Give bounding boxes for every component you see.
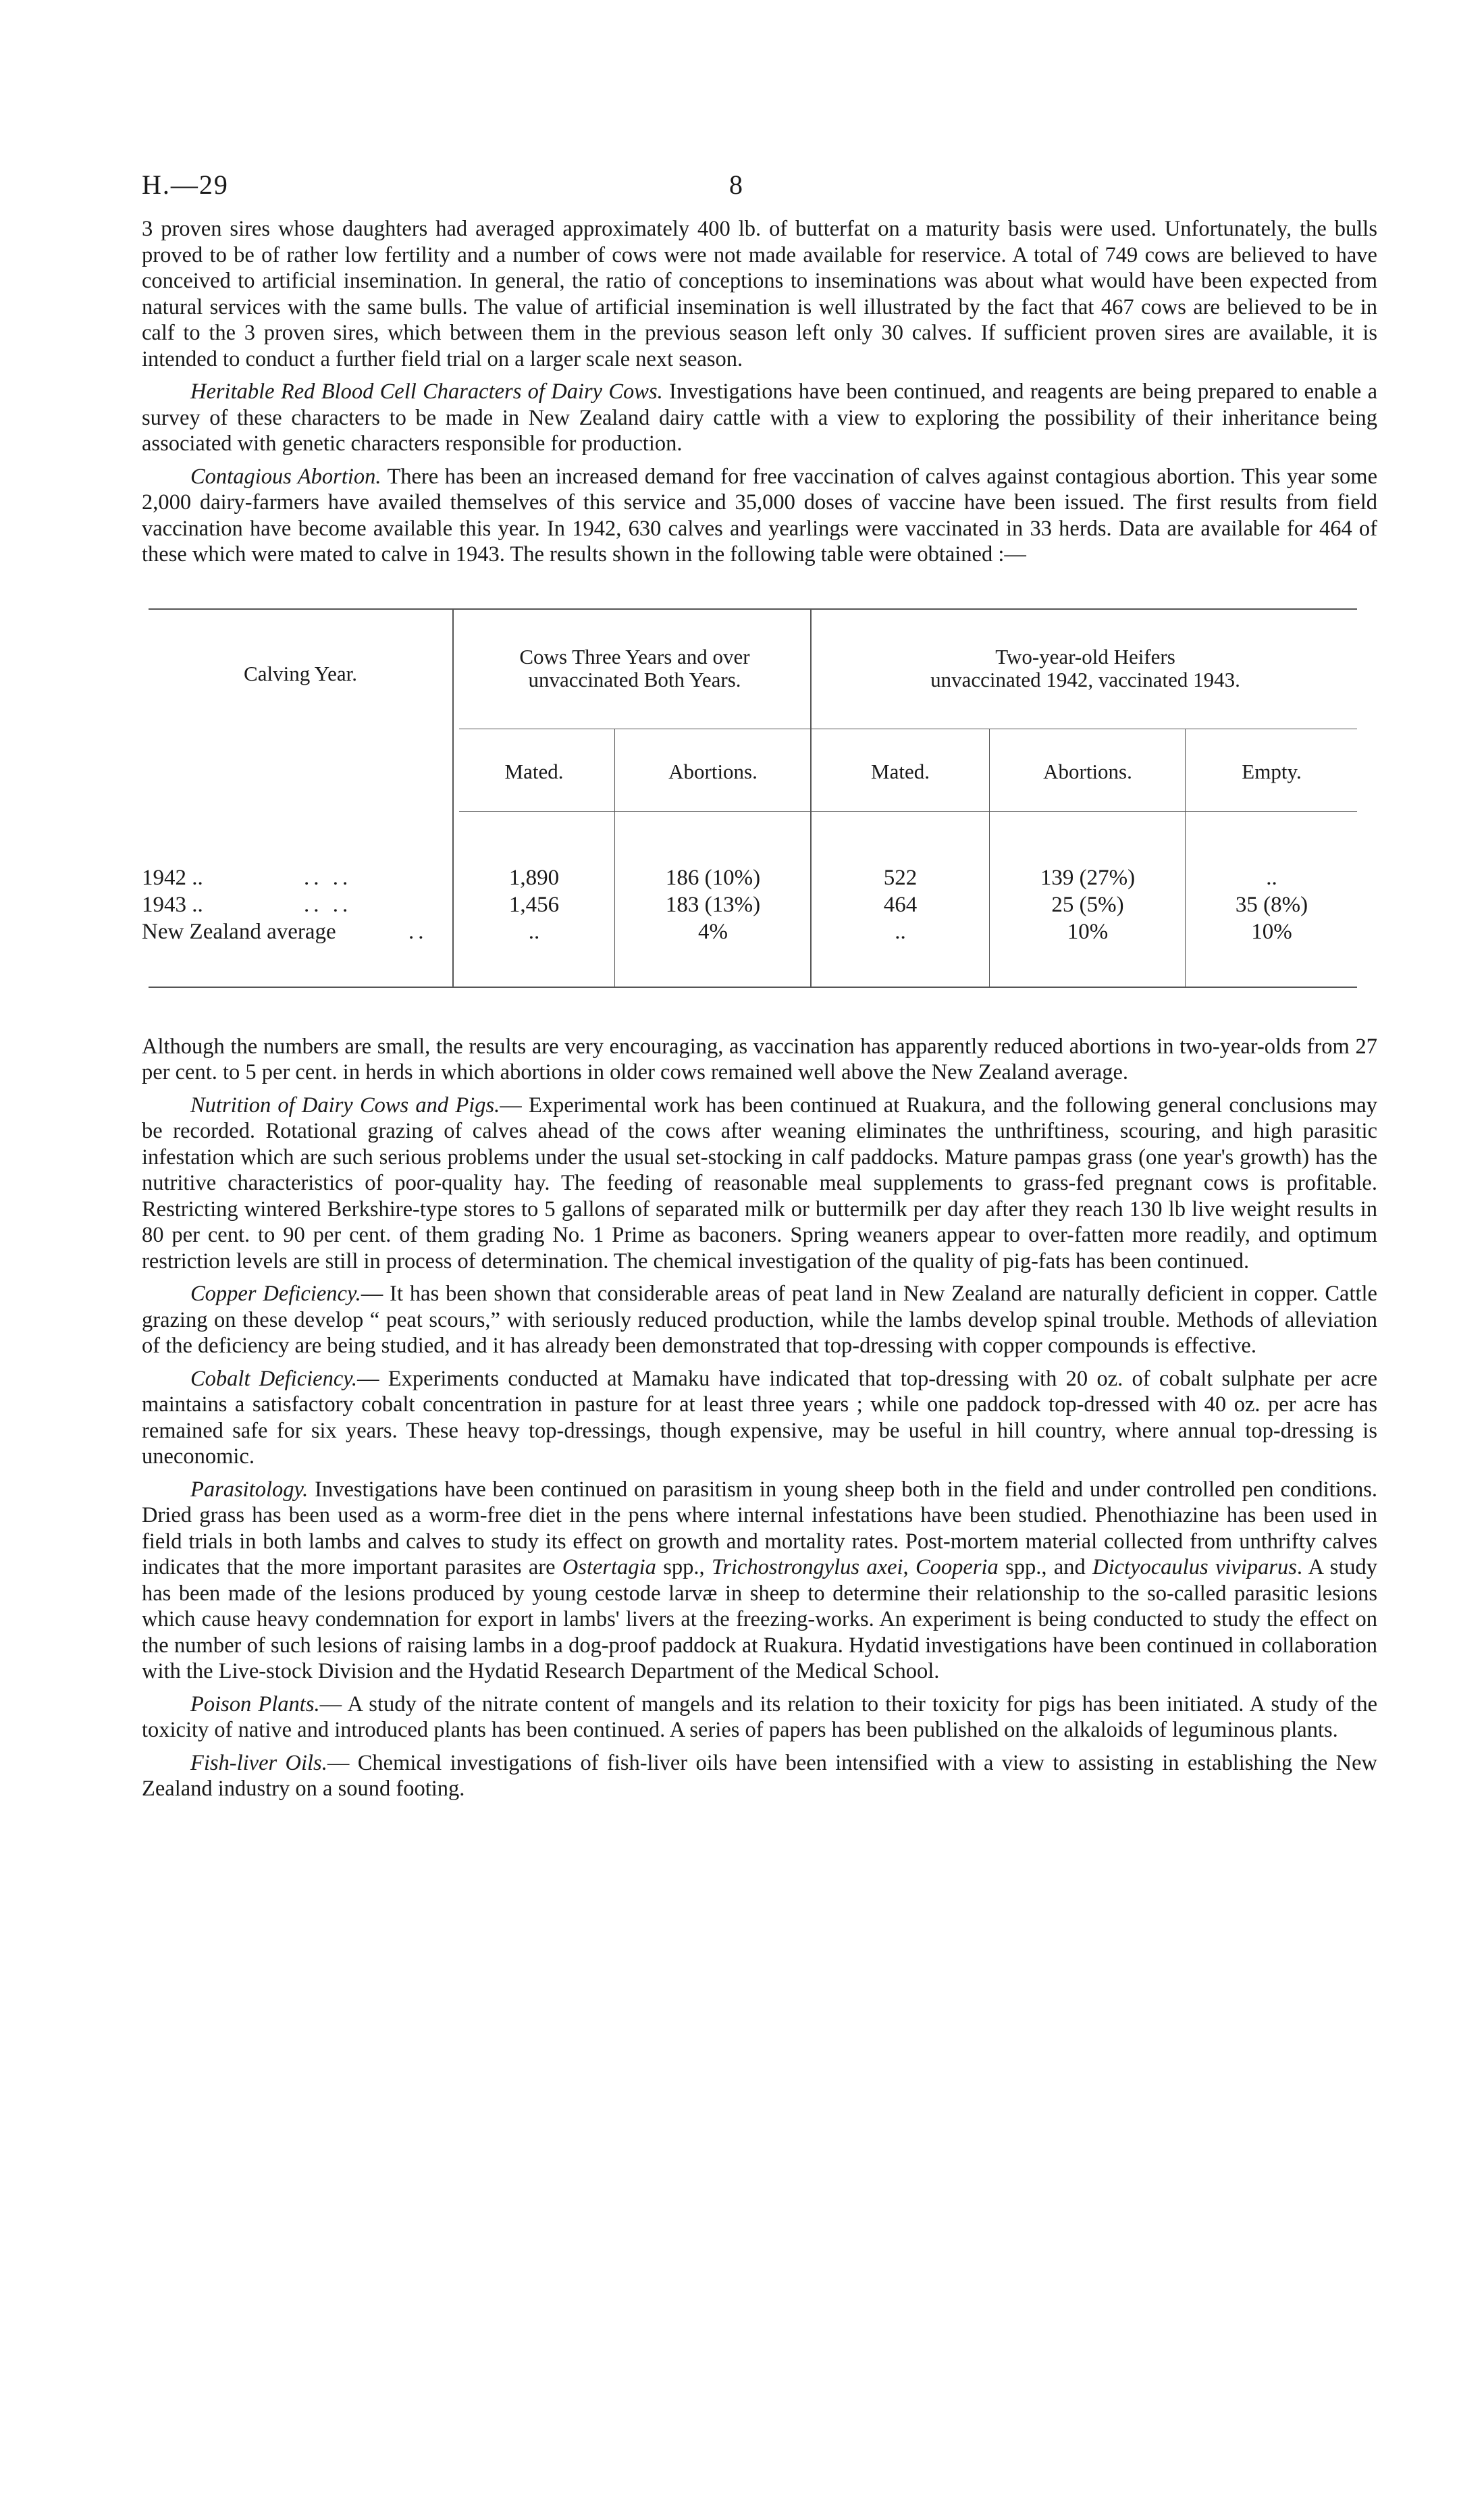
column-header-abortions-heifers: Abortions. (1043, 759, 1132, 783)
row-year-label: New Zealand average (142, 919, 336, 944)
cell-abortions-cows: 4% (698, 919, 728, 944)
row-leader-dots: .. .. (304, 865, 352, 890)
row-year-label: 1942 .. (142, 865, 203, 890)
paragraph-copper-deficiency: Copper Deficiency.— It has been shown that considerable areas of peat land in New Zealand are naturally deficient in copper. Cattle grazing on these develop “ peat scours,” with seriously reduced production, while the lambs develop spinal trouble. Methods of alleviation of the deficiency are being studied, and it has already been demonstrated that top-dressing with copper compounds is effective. (142, 1282, 1377, 1358)
paragraph-cobalt-deficiency: Cobalt Deficiency.— Experiments conducted at Mamaku have indicated that top-dressing with 20 oz. of cobalt sulphate per acre maintains a satisfactory cobalt concentration in pasture for at least three years ; while one paddock top-dressed with 40 oz. per acre has remained safe for six years. These heavy top-dressings, though expensive, may be useful in hill country, where annual top-dressing is uneconomic. (142, 1366, 1377, 1469)
document-reference: H.—29 (142, 169, 229, 200)
cell-mated-cows: 1,456 (508, 892, 560, 917)
cell-mated-cows: .. (528, 919, 540, 944)
row-leader-dots: .. (408, 919, 428, 944)
column-header-mated-heifers: Mated. (871, 759, 930, 783)
paragraph-insemination: 3 proven sires whose daughters had averaged approximately 400 lb. of butterfat on a maturity basis were used. Unfortunately, the bulls proved to be of rather low fertility and a number of cows were not made available for reservice. A total of 749 cows are believed to have conceived to artificial insemination. In general, the ratio of conceptions to inseminations was about what would have been expected from natural services with the same bulls. The value of artificial insemination is well illustrated by the fact that 467 cows are believed to be in calf to the 3 proven sires, which between them in the previous season left only 30 calves. If sufficient proven sires are available, it is intended to conduct a further field trial on a larger scale next season. (142, 217, 1377, 371)
column-header-mated-cows: Mated. (504, 759, 564, 783)
cell-empty: .. (1266, 865, 1277, 890)
section-title: Contagious Abortion. (190, 464, 381, 489)
cell-abortions-cows: 186 (10%) (665, 865, 761, 890)
section-title: Copper Deficiency. (190, 1282, 361, 1306)
paragraph-vaccination-results: Although the numbers are small, the results are very encouraging, as vaccination has apparently reduced abortions in two-year-olds from 27 per cent. to 5 per cent. in herds in which abortions in older cows remained well above the New Zealand average. (142, 1034, 1377, 1084)
section-title: Poison Plants. (190, 1691, 320, 1716)
document-page (142, 155, 1377, 1802)
cell-abortions-heifers: 139 (27%) (1040, 865, 1136, 890)
paragraph-red-blood-cell: Heritable Red Blood Cell Characters of Dairy Cows. Investigations have been continued, and reagents are being prepared to enable a survey of these characters to be made in New Zealand dairy cattle with a view to exploring the possibility of their inheritance being associated with genetic characters responsible for production. (142, 379, 1377, 456)
paragraph-nutrition: Nutrition of Dairy Cows and Pigs.— Experimental work has been continued at Ruakura, and the following general conclusions may be recorded. Rotational grazing of calves ahead of the cows after weaning eliminates the unthriftiness, scouring, and high parasitic infestation which are such serious problems under the usual set-stocking in calf paddocks. Mature pampas grass (one year's growth) has the nutritive characteristics of poor-quality hay. The feeding of reasonable meal supplements to grass-fed pregnant cows is profitable. Restricting wintered Berkshire-type stores to 5 gallons of separated milk or buttermilk per day after they reach 130 lb live weight results in 80 per cent. to 90 per cent. of them grading No. 1 Prime as baconers. Spring weaners appear to over-fatten more readily, and optimum restriction levels are still in process of determination. The chemical investigation of the quality of pig-fats has been continued. (142, 1093, 1378, 1274)
cell-abortions-cows: 183 (13%) (665, 892, 761, 917)
cell-abortions-heifers: 25 (5%) (1051, 892, 1124, 917)
section-title: Parasitology. (190, 1477, 309, 1502)
column-group-header-cows: Cows Three Years and over unvaccinated Both Years. (519, 644, 750, 691)
cell-empty: 10% (1251, 919, 1292, 944)
column-header-abortions-cows: Abortions. (668, 759, 758, 783)
row-leader-dots: .. .. (304, 892, 352, 917)
page-number: 8 (729, 169, 743, 200)
section-title: Fish-liver Oils. (190, 1750, 327, 1775)
paragraph-poison-plants: Poison Plants.— A study of the nitrate content of mangels and its relation to their toxicity for pigs has been initiated. A study of the toxicity of native and introduced plants has been continued. A series of papers has been published on the alkaloids of leguminous plants. (142, 1691, 1377, 1742)
cell-empty: 35 (8%) (1235, 892, 1308, 917)
cell-mated-heifers: 464 (883, 892, 918, 917)
section-title: Cobalt Deficiency. (190, 1366, 358, 1391)
column-header-calving-year: Calving Year. (244, 661, 357, 685)
section-title: Heritable Red Blood Cell Characters of Dairy Cows. (190, 379, 663, 404)
paragraph-contagious-abortion: Contagious Abortion. There has been an increased demand for free vaccination of calves against contagious abortion. This year some 2,000 dairy-farmers have availed themselves of this service and 35,000 doses of vaccine have been issued. The first results from field vaccination have become available this year. In 1942, 630 calves and yearlings were vaccinated in 33 herds. Data are available for 464 of these which were mated to calve in 1943. The results shown in the following table were obtained :— (142, 464, 1377, 567)
cell-mated-heifers: 522 (883, 865, 918, 890)
page-header (142, 155, 1377, 216)
paragraph-parasitology: Parasitology. Investigations have been continued on parasitism in young sheep both in the field and under controlled pen conditions. Dried grass has been used as a worm-free diet in the pens where internal infestations have been studied. Phenothiazine has been used in field trials in both lambs and calves to study its effect on growth and mortality rates. Post-mortem material collected from unthrifty calves indicates that the more important parasites are Ostertagia spp., Trichostrongylus axei, Cooperia spp., and Dictyocaulus viviparus. A study has been made of the lesions produced by young cestode larvæ in sheep to determine their relationship to the so-called parasitic lesions which cause heavy condemnation for export in lambs' livers at the freezing-works. An experiment is being conducted to study the effect on the number of such lesions of raising lambs in a dog-proof paddock at Ruakura. Hydatid investigations have been continued in collaboration with the Live-stock Division and the Hydatid Research Department of the Medical School. (142, 1477, 1378, 1683)
column-group-header-heifers: Two-year-old Heifers unvaccinated 1942, vaccinated 1943. (930, 644, 1240, 691)
cell-abortions-heifers: 10% (1067, 919, 1109, 944)
abortion-results-table (142, 608, 1377, 1027)
cell-mated-heifers: .. (895, 919, 906, 944)
paragraph-fish-liver-oils: Fish-liver Oils.— Chemical investigations of fish-liver oils have been intensified with a view to assisting in establishing the New Zealand industry on a sound footing. (142, 1750, 1377, 1801)
cell-mated-cows: 1,890 (508, 865, 560, 890)
column-header-empty: Empty. (1242, 759, 1302, 783)
section-title: Nutrition of Dairy Cows and Pigs. (190, 1093, 500, 1118)
row-year-label: 1943 .. (142, 892, 203, 917)
